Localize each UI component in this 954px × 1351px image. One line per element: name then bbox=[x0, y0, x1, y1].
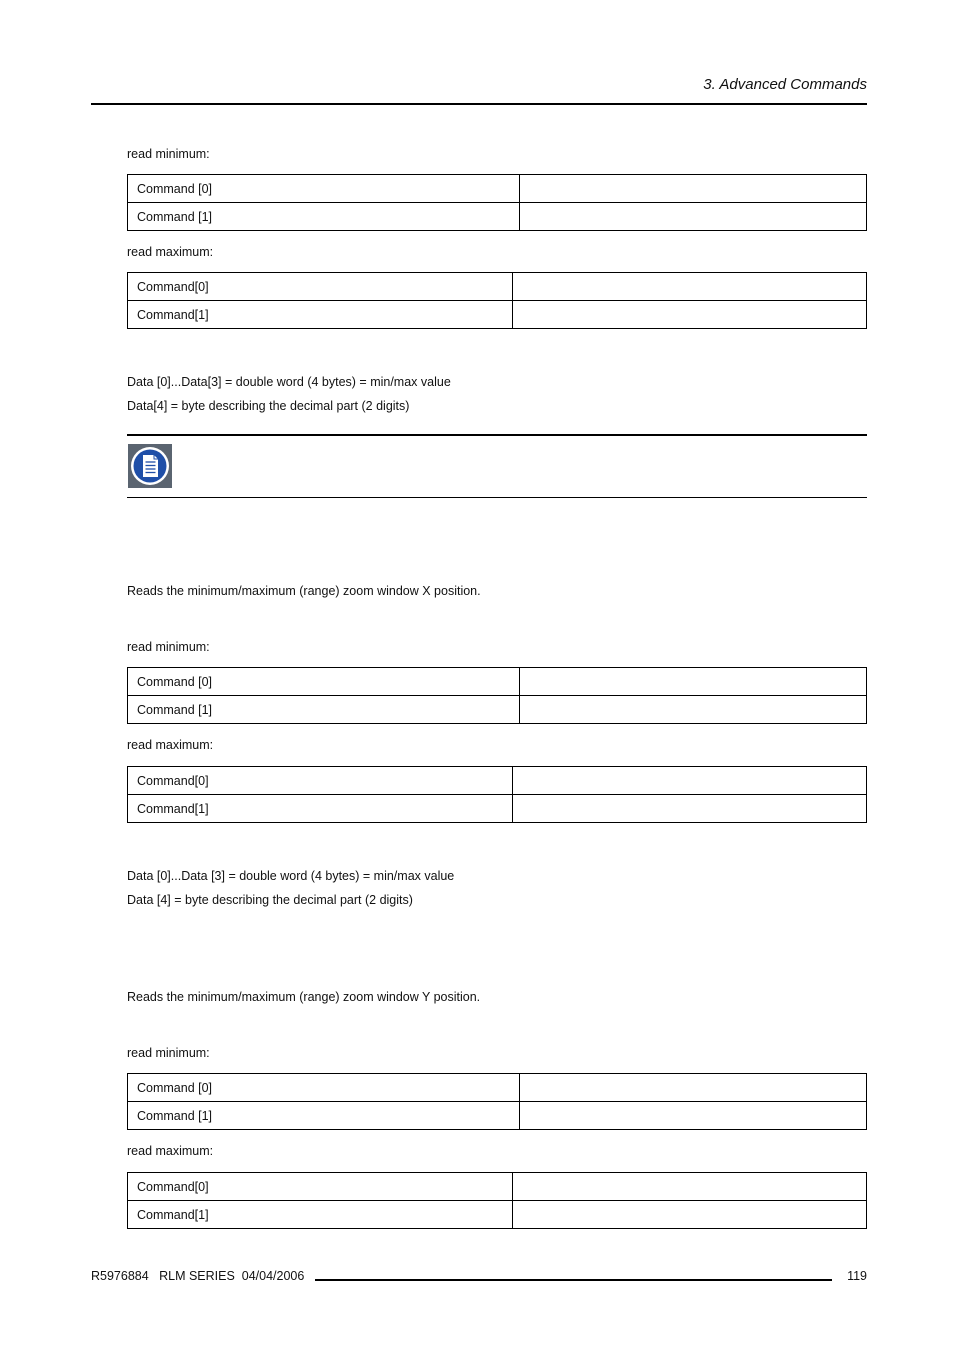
page-number: 119 bbox=[847, 1269, 867, 1283]
table-row bbox=[128, 1074, 867, 1102]
footer-doc-info: R5976884 RLM SERIES 04/04/2006 bbox=[91, 1269, 305, 1283]
header-rule bbox=[91, 103, 867, 105]
command-cell: Command[0] bbox=[128, 767, 513, 795]
read-minimum-table bbox=[127, 667, 867, 724]
command-cell: Command [0] bbox=[128, 1074, 520, 1102]
note-top-rule bbox=[127, 434, 867, 436]
read-maximum-table bbox=[127, 272, 867, 329]
read-maximum-table bbox=[127, 766, 867, 823]
command-cell: Command [1] bbox=[128, 203, 520, 231]
footer-rule bbox=[315, 1279, 832, 1281]
table-row bbox=[128, 668, 867, 696]
command-cell: Command[0] bbox=[128, 273, 513, 301]
read-maximum-label: read maximum: bbox=[127, 1144, 214, 1158]
command-cell: Command [0] bbox=[128, 175, 520, 203]
command-cell: Command [1] bbox=[128, 696, 520, 724]
value-cell bbox=[513, 767, 867, 795]
data-description-line: Data [0]...Data[3] = double word (4 bytes) = min/max value bbox=[127, 375, 451, 389]
section-description: Reads the minimum/maximum (range) zoom window Y position. bbox=[127, 990, 481, 1004]
data-description-line: Data [4] = byte describing the decimal part (2 digits) bbox=[127, 893, 413, 907]
section-description: Reads the minimum/maximum (range) zoom window X position. bbox=[127, 584, 481, 598]
value-cell bbox=[513, 301, 867, 329]
note-document-icon bbox=[128, 444, 172, 488]
value-cell bbox=[513, 273, 867, 301]
value-cell bbox=[520, 203, 867, 231]
read-minimum-table bbox=[127, 1073, 867, 1130]
table-row bbox=[128, 301, 867, 329]
value-cell bbox=[520, 1074, 867, 1102]
read-maximum-label: read maximum: bbox=[127, 738, 214, 752]
command-cell: Command[0] bbox=[128, 1173, 513, 1201]
data-description-line: Data[4] = byte describing the decimal part (2 digits) bbox=[127, 399, 410, 413]
value-cell bbox=[520, 1102, 867, 1130]
table-row bbox=[128, 175, 867, 203]
read-minimum-label: read minimum: bbox=[127, 1046, 210, 1060]
table-row bbox=[128, 767, 867, 795]
read-maximum-table bbox=[127, 1172, 867, 1229]
table-row bbox=[128, 795, 867, 823]
command-cell: Command[1] bbox=[128, 795, 513, 823]
table-row bbox=[128, 1173, 867, 1201]
table-row bbox=[128, 273, 867, 301]
command-cell: Command [0] bbox=[128, 668, 520, 696]
read-minimum-label: read minimum: bbox=[127, 147, 210, 161]
read-maximum-label: read maximum: bbox=[127, 245, 214, 259]
read-minimum-table bbox=[127, 174, 867, 231]
table-row bbox=[128, 1102, 867, 1130]
table-row bbox=[128, 696, 867, 724]
value-cell bbox=[513, 1201, 867, 1229]
command-cell: Command[1] bbox=[128, 301, 513, 329]
command-cell: Command [1] bbox=[128, 1102, 520, 1130]
value-cell bbox=[520, 696, 867, 724]
value-cell bbox=[520, 668, 867, 696]
table-row bbox=[128, 1201, 867, 1229]
read-minimum-label: read minimum: bbox=[127, 640, 210, 654]
section-title: 3. Advanced Commands bbox=[703, 76, 867, 93]
value-cell bbox=[513, 1173, 867, 1201]
table-row bbox=[128, 203, 867, 231]
data-description-line: Data [0]...Data [3] = double word (4 bytes) = min/max value bbox=[127, 869, 455, 883]
command-cell: Command[1] bbox=[128, 1201, 513, 1229]
value-cell bbox=[520, 175, 867, 203]
value-cell bbox=[513, 795, 867, 823]
note-bottom-rule bbox=[127, 497, 867, 498]
